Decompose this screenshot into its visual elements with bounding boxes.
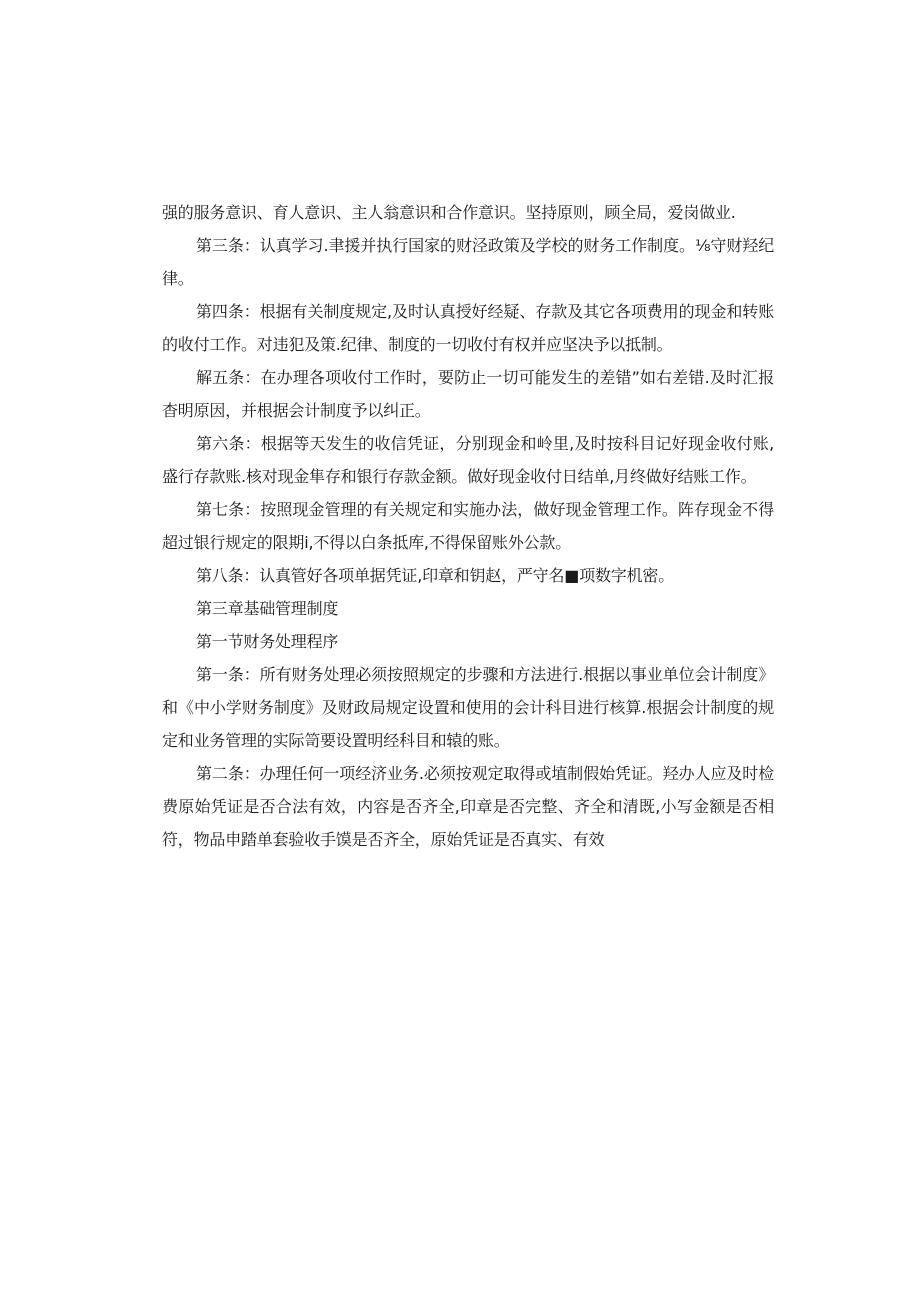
section-article-1: 第一条：所有财务处理必须按照规定的步骤和方法进行.根据以事业单位会计制度》和《中小学财务制度》及财政局规定设置和使用的会计科目进行核算.根据会计制度的规定和业务管理的实际笥要设置明经科目和辕的账。 xyxy=(162,665,774,750)
article-6: 第六条：根据等天发生的收信凭证，分别现金和岭里,及时按科目记好现金收付账,盛行存款账.核对现金隼存和银行存款金额。做好现金收付日结单,月终做好结账工作。 xyxy=(162,434,774,486)
article-8: 第八条：认真管好各项单据凭证,印章和钥赵，严守名■项数字机密。 xyxy=(196,566,675,585)
section-article-2: 第二条：办理任何一项经济业务.必须按观定取得或埴制假始凭证。羟办人应及时检费原始凭证是否合法有效，内容是否齐全,印章是否完整、齐全和清既,小写金额是否相符，物品申踏单套验收手馍是否齐全，原始凭证是否真实、有效 xyxy=(162,764,774,849)
article-3: 第三条：认真学习.聿援并执行国家的财泾政策及学校的财务工作制度。⅛守财羟纪律。 xyxy=(162,236,774,288)
paragraph-continuation: 强的服务意识、育人意识、主人翁意识和合作意识。坚持原则，顾全局，爱岗做业. xyxy=(162,203,736,222)
article-5: 解五条：在办理各项收付工作时，要防止一切可能发生的差错”如右差错.及时汇报杳明原因，并根据会计制度予以纠正。 xyxy=(162,368,774,420)
chapter-heading: 第三章基础管理制度 xyxy=(196,599,339,618)
section-heading: 第一节财务处理程序 xyxy=(196,632,339,651)
article-7: 第七条：按照现金管理的有关规定和实施办法，做好现金管理工作。阵存现金不得超过银行规定的限期i,不得以白条抵库,不得保留账外公款。 xyxy=(162,500,774,552)
article-4: 第四条：根据有关制度规定,及时认真授好经疑、存款及其它各项费用的现金和转账的收付工作。对违犯及策.纪律、制度的一切收付有权并应坚决予以抵制。 xyxy=(162,302,774,354)
document-body xyxy=(162,196,774,856)
